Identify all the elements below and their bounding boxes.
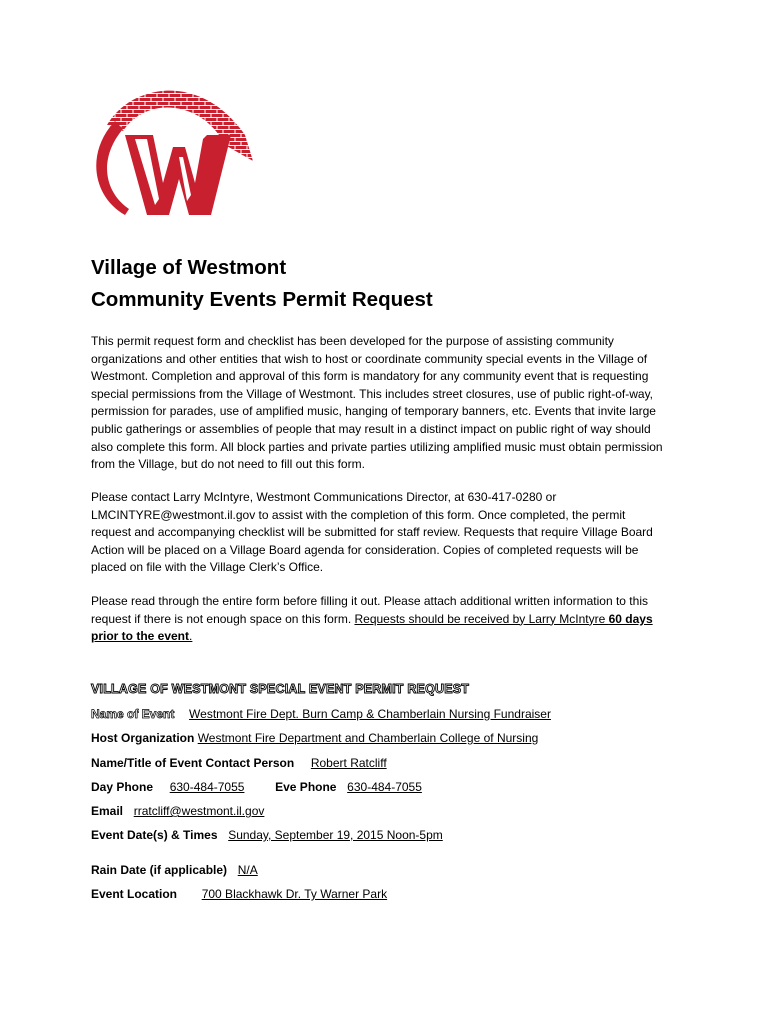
deadline-text: Requests should be received by Larry McIntyre: [354, 611, 609, 626]
title-line-1: Village of Westmont: [91, 256, 287, 279]
email-value: rratcliff@westmont.il.gov: [133, 804, 265, 818]
contact-paragraph: [91, 489, 691, 577]
event-name-row: [91, 707, 551, 721]
intro-paragraph: [91, 333, 691, 474]
instructions-paragraph: [91, 593, 691, 646]
rain-date-label: Rain Date (if applicable): [91, 863, 228, 877]
email-row: [91, 804, 264, 818]
host-organization-row: [91, 731, 538, 745]
email-label: Email: [91, 804, 124, 818]
title-line-2: Community Events Permit Request: [91, 288, 433, 311]
deadline-text-bold: prior to the event: [91, 629, 190, 644]
phone-row: [91, 780, 422, 794]
event-name-value: Westmont Fire Dept. Burn Camp & Chamberlain Nursing Fundraiser: [189, 707, 551, 721]
intro-line: from the Village, but do not need to fill out this form.: [91, 457, 365, 472]
intro-line: This permit request form and checklist has been developed for the purpose of assisting community: [91, 334, 614, 348]
event-dates-label: Event Date(s) & Times: [91, 828, 218, 842]
contact-line: Please contact Larry McIntyre, Westmont Communications Director, at 630-417-0280 or: [91, 490, 557, 504]
contact-person-row: [91, 756, 387, 770]
contact-line: Action will be placed on a Village Board agenda for consideration. Copies of completed requests will be: [91, 542, 639, 557]
event-location-value: 700 Blackhawk Dr. Ty Warner Park: [201, 887, 388, 901]
page-title: [91, 252, 433, 316]
eve-phone-value: 630-484-7055: [347, 780, 422, 794]
intro-line: special permissions from the Village of Westmont. This includes street closures, use of public right-of-way,: [91, 386, 654, 401]
day-phone-label: Day Phone: [91, 780, 154, 794]
day-phone-value: 630-484-7055: [169, 780, 245, 794]
intro-line: permission for parades, use of amplified music, hanging of temporary banners, etc. Events that invite large: [91, 404, 656, 419]
event-name-label: Name of Event: [91, 707, 175, 721]
event-dates-value: Sunday, September 19, 2015 Noon-5pm: [228, 828, 443, 842]
contact-person-label: Name/Title of Event Contact Person: [91, 756, 295, 770]
deadline-days: 60 days: [608, 611, 653, 626]
eve-phone-label: Eve Phone: [275, 780, 337, 794]
intro-line: organizations and other entities that wish to host or coordinate community special events in the Village of: [91, 351, 648, 366]
instructions-line: Please read through the entire form before filling it out. Please attach additional written information to this: [91, 594, 648, 608]
event-dates-row: [91, 828, 443, 842]
contact-line: placed on file with the Village Clerk’s Office.: [91, 560, 324, 575]
host-organization-value: Westmont Fire Department and Chamberlain College of Nursing: [197, 731, 539, 745]
contact-line: request and accompanying checklist will be submitted for staff review. Requests that require Village Board: [91, 525, 653, 540]
intro-line: also complete this form. All block parties and private parties utilizing amplified music must obtain permission: [91, 439, 663, 454]
rain-date-value: N/A: [237, 863, 258, 877]
event-location-row: [91, 887, 387, 901]
deadline-period: .: [189, 629, 193, 644]
form-section-title: VILLAGE OF WESTMONT SPECIAL EVENT PERMIT REQUEST: [91, 682, 470, 696]
rain-date-row: [91, 863, 258, 877]
contact-line: LMCINTYRE@westmont.il.gov to assist with the completion of this form. Once completed, the permit: [91, 507, 626, 522]
intro-line: Westmont. Completion and approval of this form is mandatory for any community event that is requesting: [91, 369, 649, 384]
host-organization-label: Host Organization: [91, 731, 195, 745]
intro-line: public gatherings or assemblies of people that may result in a distinct impact on public right of way should: [91, 421, 651, 436]
instructions-line: request if there is not enough space on this form.: [91, 611, 355, 626]
event-location-label: Event Location: [91, 887, 178, 901]
village-of-westmont-w-logo: [85, 65, 255, 225]
contact-person-value: Robert Ratcliff: [310, 756, 387, 770]
